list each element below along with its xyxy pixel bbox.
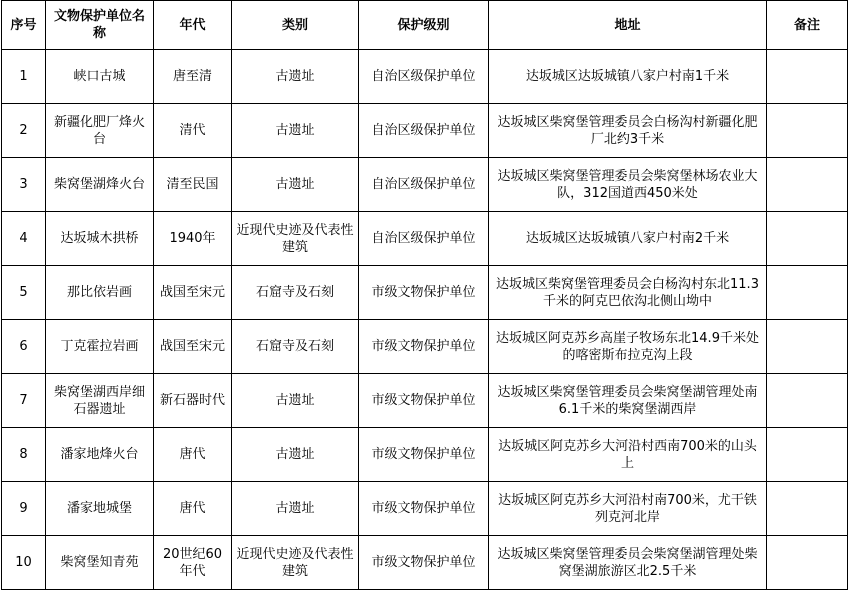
header-address: 地址 bbox=[489, 1, 767, 50]
cell-seq: 5 bbox=[2, 266, 46, 320]
cell-category: 古遗址 bbox=[232, 428, 359, 482]
cell-name: 达坂城木拱桥 bbox=[46, 212, 154, 266]
cell-name: 那比依岩画 bbox=[46, 266, 154, 320]
cell-era: 清代 bbox=[154, 104, 232, 158]
cell-era: 1940年 bbox=[154, 212, 232, 266]
cell-address: 达坂城区柴窝堡管理委员会柴窝堡湖管理处南6.1千米的柴窝堡湖西岸 bbox=[489, 374, 767, 428]
cell-address: 达坂城区达坂城镇八家户村南1千米 bbox=[489, 50, 767, 104]
table-row bbox=[2, 158, 848, 212]
cell-level: 市级文物保护单位 bbox=[359, 482, 489, 536]
cell-era: 20世纪60年代 bbox=[154, 536, 232, 590]
header-level: 保护级别 bbox=[359, 1, 489, 50]
cell-level: 自治区级保护单位 bbox=[359, 158, 489, 212]
cell-level: 市级文物保护单位 bbox=[359, 536, 489, 590]
cell-level: 市级文物保护单位 bbox=[359, 428, 489, 482]
cell-seq: 7 bbox=[2, 374, 46, 428]
cell-address: 达坂城区阿克苏乡大河沿村南700米，尤干铁列克河北岸 bbox=[489, 482, 767, 536]
cell-name: 潘家地烽火台 bbox=[46, 428, 154, 482]
cell-era: 唐代 bbox=[154, 428, 232, 482]
table-row bbox=[2, 212, 848, 266]
cell-category: 近现代史迹及代表性建筑 bbox=[232, 212, 359, 266]
cell-note bbox=[767, 212, 848, 266]
cell-seq: 1 bbox=[2, 50, 46, 104]
cell-category: 石窟寺及石刻 bbox=[232, 320, 359, 374]
table-row bbox=[2, 320, 848, 374]
cell-era: 清至民国 bbox=[154, 158, 232, 212]
cell-seq: 10 bbox=[2, 536, 46, 590]
table-row bbox=[2, 50, 848, 104]
cell-note bbox=[767, 374, 848, 428]
cell-category: 古遗址 bbox=[232, 50, 359, 104]
header-seq: 序号 bbox=[2, 1, 46, 50]
cell-name: 柴窝堡湖烽火台 bbox=[46, 158, 154, 212]
cell-name: 丁克霍拉岩画 bbox=[46, 320, 154, 374]
table-row bbox=[2, 536, 848, 590]
table-row bbox=[2, 482, 848, 536]
cell-note bbox=[767, 266, 848, 320]
cell-category: 石窟寺及石刻 bbox=[232, 266, 359, 320]
cell-name: 峡口古城 bbox=[46, 50, 154, 104]
cell-seq: 2 bbox=[2, 104, 46, 158]
header-note: 备注 bbox=[767, 1, 848, 50]
cell-seq: 8 bbox=[2, 428, 46, 482]
cell-seq: 3 bbox=[2, 158, 46, 212]
cell-name: 潘家地城堡 bbox=[46, 482, 154, 536]
cell-category: 近现代史迹及代表性建筑 bbox=[232, 536, 359, 590]
table-row bbox=[2, 266, 848, 320]
cell-address: 达坂城区柴窝堡管理委员会柴窝堡林场农业大队，312国道西450米处 bbox=[489, 158, 767, 212]
table-row bbox=[2, 104, 848, 158]
cell-address: 达坂城区阿克苏乡高崖子牧场东北14.9千米处的喀密斯布拉克沟上段 bbox=[489, 320, 767, 374]
cell-address: 达坂城区阿克苏乡大河沿村西南700米的山头上 bbox=[489, 428, 767, 482]
header-name: 文物保护单位名称 bbox=[46, 1, 154, 50]
cell-note bbox=[767, 428, 848, 482]
cell-level: 自治区级保护单位 bbox=[359, 212, 489, 266]
cell-address: 达坂城区柴窝堡管理委员会白杨沟村东北11.3 千米的阿克巴依沟北侧山坳中 bbox=[489, 266, 767, 320]
cell-level: 市级文物保护单位 bbox=[359, 374, 489, 428]
table-row bbox=[2, 428, 848, 482]
cell-era: 唐代 bbox=[154, 482, 232, 536]
cell-category: 古遗址 bbox=[232, 158, 359, 212]
cell-category: 古遗址 bbox=[232, 104, 359, 158]
table-row bbox=[2, 374, 848, 428]
cell-note bbox=[767, 104, 848, 158]
header-category: 类别 bbox=[232, 1, 359, 50]
table-body bbox=[2, 50, 848, 590]
cell-seq: 6 bbox=[2, 320, 46, 374]
cell-name: 柴窝堡湖西岸细石器遗址 bbox=[46, 374, 154, 428]
cell-name: 柴窝堡知青苑 bbox=[46, 536, 154, 590]
heritage-table bbox=[1, 0, 848, 590]
cell-level: 市级文物保护单位 bbox=[359, 320, 489, 374]
cell-address: 达坂城区柴窝堡管理委员会白杨沟村新疆化肥厂北约3千米 bbox=[489, 104, 767, 158]
cell-level: 自治区级保护单位 bbox=[359, 50, 489, 104]
cell-seq: 4 bbox=[2, 212, 46, 266]
cell-era: 战国至宋元 bbox=[154, 266, 232, 320]
table-header-row bbox=[2, 1, 848, 50]
cell-note bbox=[767, 158, 848, 212]
cell-era: 新石器时代 bbox=[154, 374, 232, 428]
cell-note bbox=[767, 482, 848, 536]
cell-note bbox=[767, 536, 848, 590]
cell-category: 古遗址 bbox=[232, 374, 359, 428]
cell-address: 达坂城区柴窝堡管理委员会柴窝堡湖管理处柴窝堡湖旅游区北2.5千米 bbox=[489, 536, 767, 590]
cell-category: 古遗址 bbox=[232, 482, 359, 536]
cell-level: 自治区级保护单位 bbox=[359, 104, 489, 158]
header-era: 年代 bbox=[154, 1, 232, 50]
cell-era: 战国至宋元 bbox=[154, 320, 232, 374]
cell-seq: 9 bbox=[2, 482, 46, 536]
cell-address: 达坂城区达坂城镇八家户村南2千米 bbox=[489, 212, 767, 266]
cell-note bbox=[767, 50, 848, 104]
cell-note bbox=[767, 320, 848, 374]
cell-level: 市级文物保护单位 bbox=[359, 266, 489, 320]
cell-name: 新疆化肥厂烽火台 bbox=[46, 104, 154, 158]
cell-era: 唐至清 bbox=[154, 50, 232, 104]
